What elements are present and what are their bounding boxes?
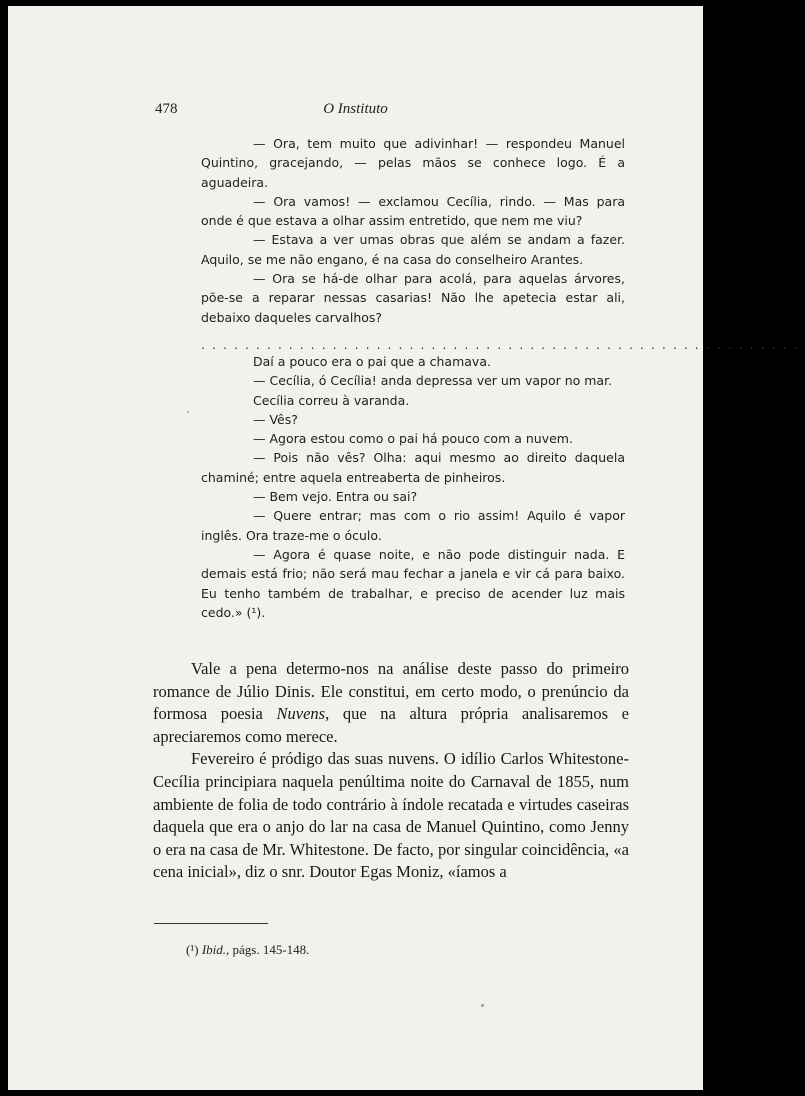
dialogue-line: — Ora, tem muito que adivinhar! — respondeu Manuel Quintino, gracejando, — pelas mãos se conhece logo. É a aguadeira.: [201, 136, 625, 190]
dialogue-line: — Bem vejo. Entra ou sai?: [253, 489, 418, 505]
dialogue-line: Cecília correu à varanda.: [253, 392, 410, 408]
dialogue-line: — Agora estou como o pai há pouco com a nuvem.: [253, 431, 573, 447]
dialogue-line: — Pois não vês? Olha: aqui mesmo ao direito daquela chaminé; entre aquela entreaberta de pinheiros.: [201, 450, 625, 485]
paragraph: Fevereiro é pródigo das suas nuvens. O idílio Carlos Whitestone-Cecília principiara naquela penúltima noite do Carnaval de 1855, num ambiente de folia de todo contrário à índole recatada e virtudes caseiras daquela que era o anjo do lar na casa de Manuel Quintino, como Jenny o era na casa de Mr. Whitestone. De facto, por singular coincidência, «a cena inicial», diz o snr. Doutor Egas Moniz, «íamos a: [153, 749, 629, 882]
dialogue-line: Daí a pouco era o pai que a chamava.: [253, 354, 491, 369]
paper-speck: [481, 1004, 484, 1007]
quoted-dialogue-continued: [201, 352, 625, 622]
footnote-rule: [154, 923, 268, 924]
book-page: [8, 6, 805, 1090]
footnote: [186, 942, 309, 958]
dialogue-line: — Cecília, ó Cecília! anda depressa ver um vapor no mar.: [253, 373, 613, 389]
dialogue-line: — Estava a ver umas obras que além se andam a fazer. Aquilo, se me não engano, é na casa do conselheiro Arantes.: [201, 232, 625, 267]
dialogue-line: — Agora é quase noite, e não pode distinguir nada. E demais está frio; não será mau fechar a janela e vir cá para baixo. Eu tenho também de trabalhar, e preciso de acender luz mais cedo.» (¹).: [201, 546, 625, 620]
paper-speck: [187, 411, 189, 413]
paragraph-text: Vale a pena determo-nos na análise deste passo do primeiro romance de Júlio Dinis. Ele constitui, em certo modo, o prenúncio da formosa poesia: [153, 659, 629, 724]
dialogue-line: — Quere entrar; mas com o rio assim! Aquilo é vapor inglês. Ora traze-me o óculo.: [201, 508, 625, 543]
dialogue-line: — Ora se há-de olhar para acolá, para aquelas árvores, põe-se a reparar nessas casarias! Não lhe apetecia estar ali, debaixo daqueles carvalhos?: [201, 271, 625, 325]
ellipsis-separator: .......................................................: [201, 337, 805, 352]
running-title: O Instituto: [323, 101, 388, 117]
page-number: 478: [155, 101, 178, 117]
dialogue-line: — Ora vamos! — exclamou Cecília, rindo. — Mas para onde é que estava a olhar assim entretido, que nem me viu?: [201, 193, 625, 229]
footnote-pages: , págs. 145-148.: [226, 942, 310, 957]
footnote-marker: (¹): [186, 942, 199, 957]
running-header: [8, 101, 703, 121]
footnote-reference: Ibid.: [201, 942, 227, 957]
body-text: [153, 658, 629, 884]
paragraph: [153, 658, 629, 748]
dialogue-line: — Vês?: [253, 411, 298, 427]
poem-title: Nuvens: [276, 704, 326, 724]
quoted-dialogue: [201, 134, 625, 327]
paragraph-text: , que na altura própria analisaremos e apreciaremos como merece.: [153, 704, 629, 746]
